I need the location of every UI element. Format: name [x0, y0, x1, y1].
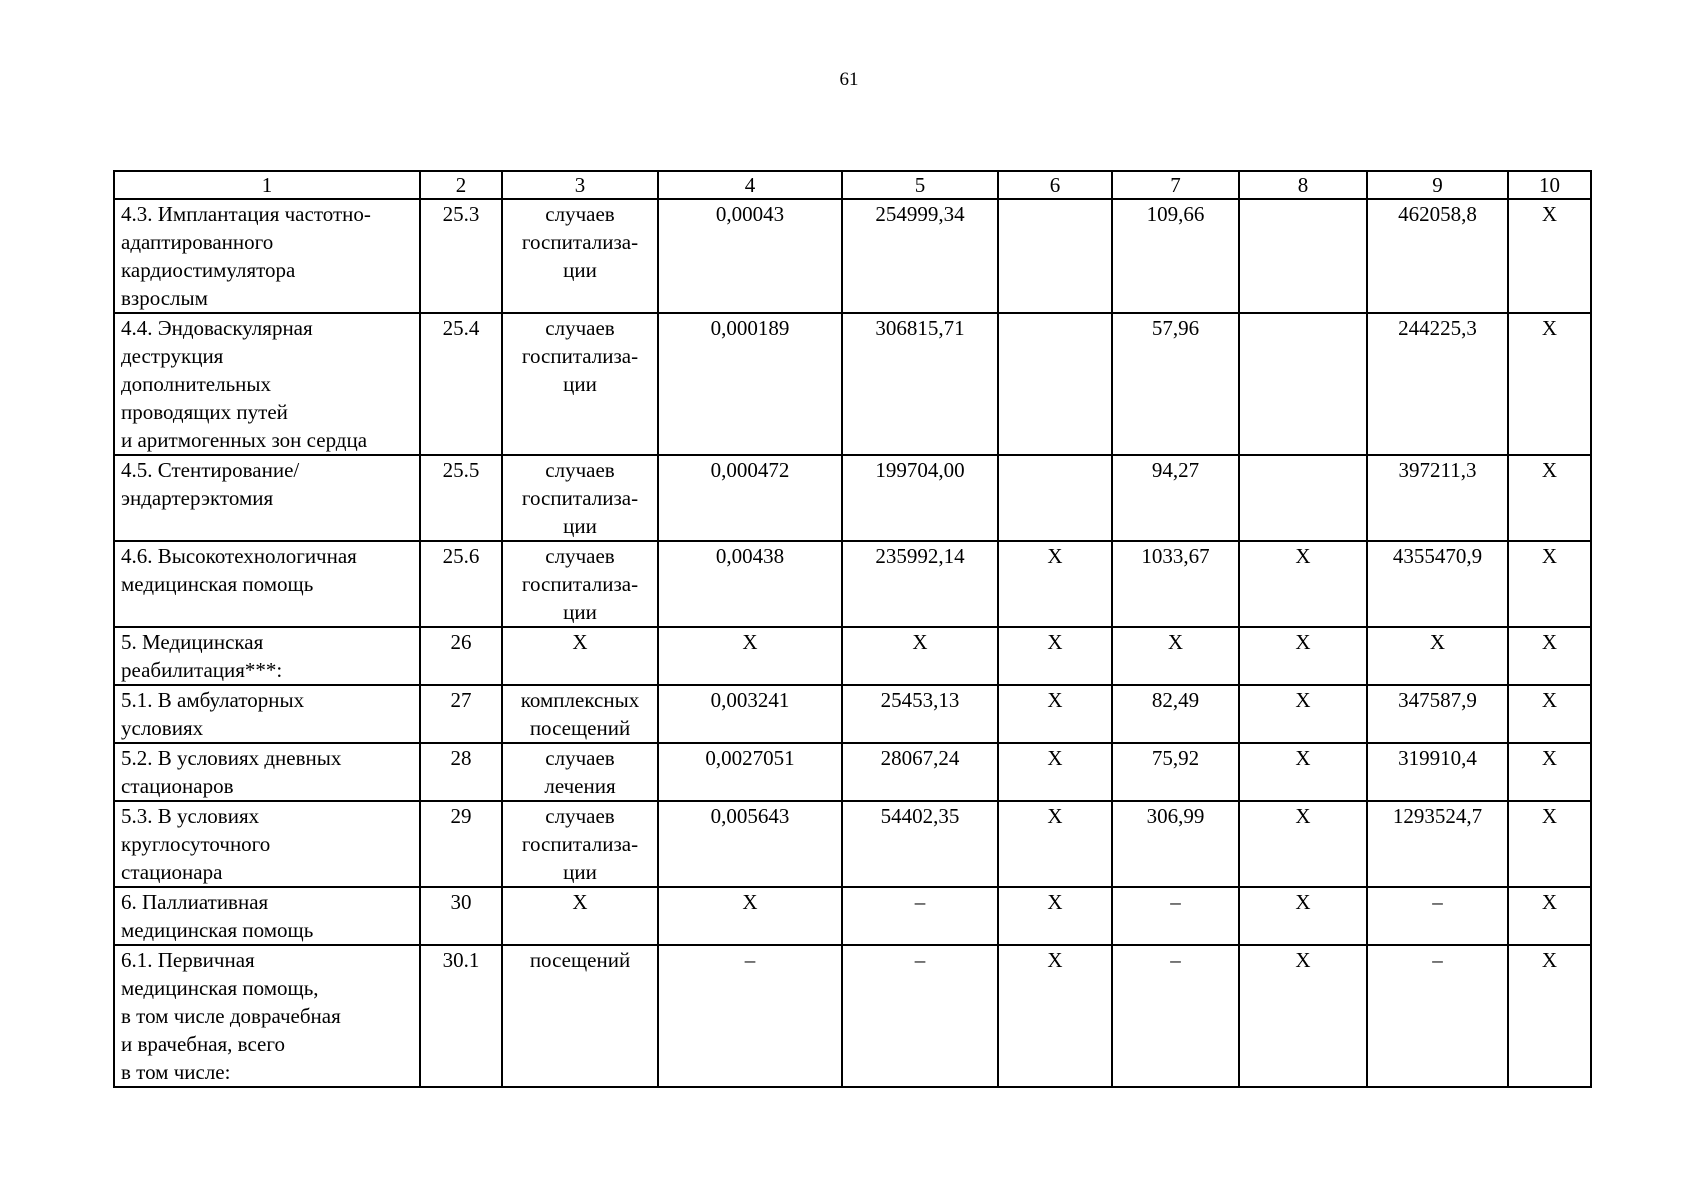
value-cell-c4: 0,00438: [658, 541, 842, 627]
unit-cell: [502, 743, 658, 801]
row-code-cell: 29: [420, 801, 502, 887]
header-cell: 5: [842, 171, 998, 199]
row-code-cell: 28: [420, 743, 502, 801]
value-cell-c5: X: [842, 627, 998, 685]
indicator-name-cell: [114, 541, 420, 627]
indicator-name-line: взрослым: [121, 286, 208, 310]
header-cell: 7: [1112, 171, 1239, 199]
unit-line: случаев: [545, 544, 615, 568]
value-cell-c9: 1293524,7: [1367, 801, 1508, 887]
indicator-name-line: 4.5. Стентирование/: [121, 458, 300, 482]
value-cell-c9: 462058,8: [1367, 199, 1508, 313]
row-code-cell: 25.3: [420, 199, 502, 313]
indicator-name-line: стационара: [121, 860, 223, 884]
unit-line: лечения: [544, 774, 616, 798]
indicator-name-cell: [114, 685, 420, 743]
table-row: [114, 887, 1591, 945]
unit-cell: [502, 313, 658, 455]
table-row: [114, 313, 1591, 455]
value-cell-c5: 235992,14: [842, 541, 998, 627]
value-cell-c6: [998, 313, 1112, 455]
value-cell-c6: [998, 455, 1112, 541]
indicator-name-line: дополнительных: [121, 372, 272, 396]
unit-cell: [502, 801, 658, 887]
value-cell-c9: X: [1367, 627, 1508, 685]
value-cell-c9: –: [1367, 887, 1508, 945]
value-cell-c10: X: [1508, 685, 1591, 743]
value-cell-c5: 306815,71: [842, 313, 998, 455]
indicator-name-line: 5.2. В условиях дневных: [121, 746, 342, 770]
unit-line: случаев: [545, 202, 615, 226]
indicator-name-cell: [114, 801, 420, 887]
value-cell-c4: 0,003241: [658, 685, 842, 743]
value-cell-c8: X: [1239, 541, 1367, 627]
value-cell-c6: X: [998, 945, 1112, 1087]
indicator-name-cell: [114, 887, 420, 945]
unit-line: госпитализа-: [521, 832, 639, 856]
value-cell-c8: [1239, 455, 1367, 541]
value-cell-c10: X: [1508, 743, 1591, 801]
indicator-name-line: деструкция: [121, 344, 224, 368]
indicator-name-line: круглосуточного: [121, 832, 271, 856]
value-cell-c10: X: [1508, 627, 1591, 685]
unit-line: госпитализа-: [521, 230, 639, 254]
value-cell-c10: X: [1508, 945, 1591, 1087]
indicator-name-line: 5.3. В условиях: [121, 804, 260, 828]
header-cell: 3: [502, 171, 658, 199]
value-cell-c7: 57,96: [1112, 313, 1239, 455]
row-code-cell: 30.1: [420, 945, 502, 1087]
indicator-name-cell: [114, 313, 420, 455]
value-cell-c5: 25453,13: [842, 685, 998, 743]
table-row: [114, 801, 1591, 887]
header-cell: 6: [998, 171, 1112, 199]
unit-line: ции: [563, 258, 597, 282]
indicator-name-cell: [114, 743, 420, 801]
indicator-name-line: 6.1. Первичная: [121, 948, 255, 972]
header-cell: 8: [1239, 171, 1367, 199]
indicator-name-line: и врачебная, всего: [121, 1032, 285, 1056]
value-cell-c7: 109,66: [1112, 199, 1239, 313]
unit-line: ции: [563, 372, 597, 396]
value-cell-c7: –: [1112, 945, 1239, 1087]
value-cell-c7: 94,27: [1112, 455, 1239, 541]
table-row: [114, 743, 1591, 801]
indicator-name-line: кардиостимулятора: [121, 258, 296, 282]
value-cell-c7: 306,99: [1112, 801, 1239, 887]
value-cell-c9: –: [1367, 945, 1508, 1087]
value-cell-c8: X: [1239, 743, 1367, 801]
value-cell-c9: 347587,9: [1367, 685, 1508, 743]
value-cell-c8: X: [1239, 945, 1367, 1087]
unit-line: посещений: [529, 716, 631, 740]
value-cell-c6: X: [998, 887, 1112, 945]
unit-line: ции: [563, 514, 597, 538]
indicator-name-line: 6. Паллиативная: [121, 890, 269, 914]
table-row: [114, 199, 1591, 313]
value-cell-c9: 397211,3: [1367, 455, 1508, 541]
indicator-name-line: 4.3. Имплантация частотно-: [121, 202, 371, 226]
indicator-name-line: медицинская помощь: [121, 918, 314, 942]
indicator-name-line: медицинская помощь: [121, 572, 314, 596]
row-code-cell: 25.4: [420, 313, 502, 455]
header-cell: 9: [1367, 171, 1508, 199]
indicator-name-line: эндартерэктомия: [121, 486, 274, 510]
unit-line: госпитализа-: [521, 572, 639, 596]
indicators-table: [113, 170, 1592, 1088]
header-cell: 1: [114, 171, 420, 199]
unit-cell: [502, 887, 658, 945]
value-cell-c9: 319910,4: [1367, 743, 1508, 801]
value-cell-c4: X: [658, 627, 842, 685]
value-cell-c6: X: [998, 743, 1112, 801]
value-cell-c6: X: [998, 627, 1112, 685]
value-cell-c7: X: [1112, 627, 1239, 685]
value-cell-c9: 4355470,9: [1367, 541, 1508, 627]
value-cell-c6: X: [998, 541, 1112, 627]
unit-line: ции: [563, 860, 597, 884]
value-cell-c7: 1033,67: [1112, 541, 1239, 627]
unit-line: случаев: [545, 746, 615, 770]
table-row: [114, 685, 1591, 743]
unit-cell: [502, 541, 658, 627]
value-cell-c10: X: [1508, 801, 1591, 887]
row-code-cell: 30: [420, 887, 502, 945]
header-cell: 10: [1508, 171, 1591, 199]
value-cell-c8: [1239, 313, 1367, 455]
value-cell-c4: 0,000189: [658, 313, 842, 455]
table-row: [114, 627, 1591, 685]
value-cell-c10: X: [1508, 887, 1591, 945]
table-row: [114, 541, 1591, 627]
unit-line: X: [572, 890, 588, 914]
indicator-name-line: 5. Медицинская: [121, 630, 264, 654]
value-cell-c7: 82,49: [1112, 685, 1239, 743]
value-cell-c7: –: [1112, 887, 1239, 945]
table-row: [114, 455, 1591, 541]
indicator-name-cell: [114, 945, 420, 1087]
value-cell-c4: 0,00043: [658, 199, 842, 313]
value-cell-c4: 0,005643: [658, 801, 842, 887]
indicator-name-line: проводящих путей: [121, 400, 288, 424]
value-cell-c6: [998, 199, 1112, 313]
value-cell-c5: 254999,34: [842, 199, 998, 313]
value-cell-c8: [1239, 199, 1367, 313]
unit-line: случаев: [545, 316, 615, 340]
value-cell-c10: X: [1508, 455, 1591, 541]
indicator-name-line: условиях: [121, 716, 204, 740]
unit-line: посещений: [529, 948, 631, 972]
value-cell-c10: X: [1508, 199, 1591, 313]
value-cell-c4: –: [658, 945, 842, 1087]
unit-cell: [502, 455, 658, 541]
table-header-row: [114, 171, 1591, 199]
value-cell-c8: X: [1239, 685, 1367, 743]
unit-line: госпитализа-: [521, 486, 639, 510]
indicator-name-line: реабилитация***:: [121, 658, 283, 682]
unit-line: ции: [563, 600, 597, 624]
indicator-name-cell: [114, 199, 420, 313]
table-row: [114, 945, 1591, 1087]
value-cell-c8: X: [1239, 627, 1367, 685]
value-cell-c8: X: [1239, 887, 1367, 945]
value-cell-c9: 244225,3: [1367, 313, 1508, 455]
value-cell-c6: X: [998, 801, 1112, 887]
indicator-name-line: в том числе:: [121, 1060, 231, 1084]
unit-cell: [502, 945, 658, 1087]
unit-line: случаев: [545, 458, 615, 482]
value-cell-c6: X: [998, 685, 1112, 743]
value-cell-c4: X: [658, 887, 842, 945]
indicator-name-cell: [114, 455, 420, 541]
indicator-name-line: адаптированного: [121, 230, 274, 254]
unit-line: случаев: [545, 804, 615, 828]
value-cell-c4: 0,000472: [658, 455, 842, 541]
header-cell: 4: [658, 171, 842, 199]
indicator-name-line: стационаров: [121, 774, 234, 798]
unit-cell: [502, 199, 658, 313]
unit-cell: [502, 627, 658, 685]
unit-line: комплексных: [520, 688, 640, 712]
value-cell-c5: –: [842, 887, 998, 945]
unit-line: X: [572, 630, 588, 654]
indicator-name-line: 4.4. Эндоваскулярная: [121, 316, 313, 340]
value-cell-c10: X: [1508, 313, 1591, 455]
value-cell-c5: 199704,00: [842, 455, 998, 541]
page-number: 61: [839, 69, 859, 90]
row-code-cell: 25.6: [420, 541, 502, 627]
indicator-name-line: в том числе доврачебная: [121, 1004, 341, 1028]
value-cell-c5: 28067,24: [842, 743, 998, 801]
value-cell-c7: 75,92: [1112, 743, 1239, 801]
indicator-name-line: 5.1. В амбулаторных: [121, 688, 305, 712]
value-cell-c5: –: [842, 945, 998, 1087]
value-cell-c8: X: [1239, 801, 1367, 887]
value-cell-c5: 54402,35: [842, 801, 998, 887]
unit-line: госпитализа-: [521, 344, 639, 368]
header-cell: 2: [420, 171, 502, 199]
indicator-name-line: 4.6. Высокотехнологичная: [121, 544, 357, 568]
indicator-name-cell: [114, 627, 420, 685]
row-code-cell: 25.5: [420, 455, 502, 541]
row-code-cell: 27: [420, 685, 502, 743]
value-cell-c10: X: [1508, 541, 1591, 627]
row-code-cell: 26: [420, 627, 502, 685]
indicator-name-line: медицинская помощь,: [121, 976, 319, 1000]
unit-cell: [502, 685, 658, 743]
indicator-name-line: и аритмогенных зон сердца: [121, 428, 368, 452]
value-cell-c4: 0,0027051: [658, 743, 842, 801]
